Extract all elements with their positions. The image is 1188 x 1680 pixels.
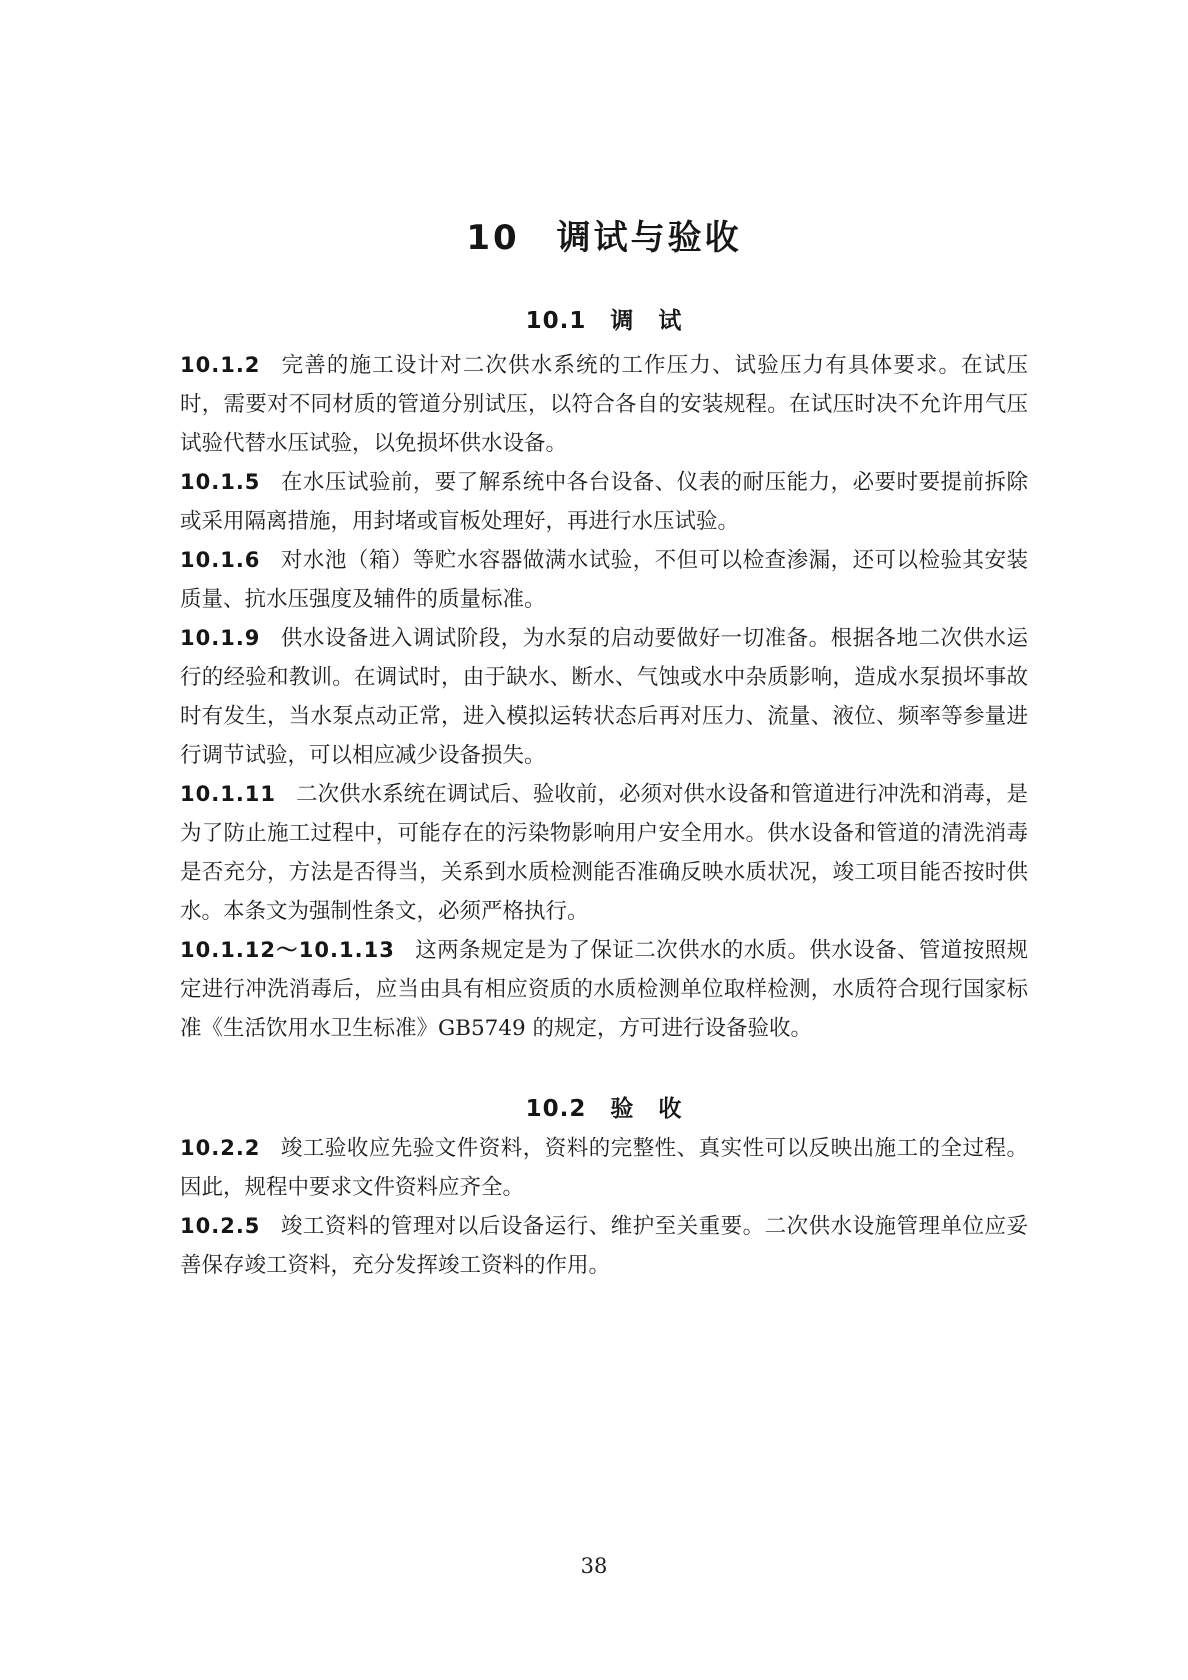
clause-10-1-6 [180, 541, 1028, 619]
clause-number: 10.2.2 [180, 1136, 261, 1160]
clause-text: 供水设备进入调试阶段，为水泵的启动要做好一切准备。根据各地二次供水运行的经验和教训。在调试时，由于缺水、断水、气蚀或水中杂质影响，造成水泵损坏事故时有发生，当水泵点动正常，进入模拟运转状态后再对压力、流量、液位、频率等参量进行调节试验，可以相应减少设备损失。 [180, 626, 1028, 768]
clause-text: 完善的施工设计对二次供水系统的工作压力、试验压力有具体要求。在试压时，需要对不同材质的管道分别试压，以符合各自的安装规程。在试压时决不允许用气压试验代替水压试验，以免损坏供水设备。 [180, 353, 1028, 456]
clause-number: 10.1.11 [180, 782, 277, 806]
clause-10-1-5 [180, 463, 1028, 541]
page-content [180, 218, 1028, 1285]
clause-text: 二次供水系统在调试后、验收前，必须对供水设备和管道进行冲洗和消毒，是为了防止施工过程中，可能存在的污染物影响用户安全用水。供水设备和管道的清洗消毒是否充分，方法是否得当，关系到水质检测能否准确反映水质状况，竣工项目能否按时供水。本条文为强制性条文，必须严格执行。 [180, 782, 1028, 924]
clause-text: 对水池（箱）等贮水容器做满水试验，不但可以检查渗漏，还可以检验其安装质量、抗水压强度及辅件的质量标准。 [180, 548, 1028, 612]
clause-text: 在水压试验前，要了解系统中各台设备、仪表的耐压能力，必要时要提前拆除或采用隔离措施，用封堵或盲板处理好，再进行水压试验。 [180, 470, 1028, 534]
clause-10-2-2 [180, 1129, 1028, 1207]
clause-10-1-12-13 [180, 931, 1028, 1048]
clause-number: 10.1.6 [180, 548, 261, 572]
page-number: 38 [580, 1554, 608, 1578]
page-footer [0, 1552, 1188, 1580]
section-acceptance [180, 1098, 1028, 1285]
section-commissioning [180, 310, 1028, 1048]
clause-10-1-2 [180, 346, 1028, 463]
clause-number: 10.1.9 [180, 626, 261, 650]
clause-number: 10.1.12～10.1.13 [180, 938, 395, 962]
clause-10-1-9 [180, 619, 1028, 775]
clause-text: 竣工验收应先验文件资料，资料的完整性、真实性可以反映出施工的全过程。因此，规程中要求文件资料应齐全。 [180, 1136, 1028, 1200]
section-heading-10-1: 10.1 调 试 [525, 308, 683, 334]
section-heading-10-2: 10.2 验 收 [525, 1096, 683, 1122]
chapter-title: 10 调试与验收 [466, 218, 742, 258]
clause-number: 10.2.5 [180, 1214, 261, 1238]
clause-number: 10.1.5 [180, 470, 261, 494]
clause-10-2-5 [180, 1207, 1028, 1285]
clause-text: 这两条规定是为了保证二次供水的水质。供水设备、管道按照规定进行冲洗消毒后，应当由具有相应资质的水质检测单位取样检测，水质符合现行国家标准《生活饮用水卫生标准》GB5749 的规定，方可进行设备验收。 [180, 938, 1028, 1041]
clause-text: 竣工资料的管理对以后设备运行、维护至关重要。二次供水设施管理单位应妥善保存竣工资料，充分发挥竣工资料的作用。 [180, 1214, 1028, 1278]
clause-10-1-11 [180, 775, 1028, 931]
clause-number: 10.1.2 [180, 353, 261, 377]
